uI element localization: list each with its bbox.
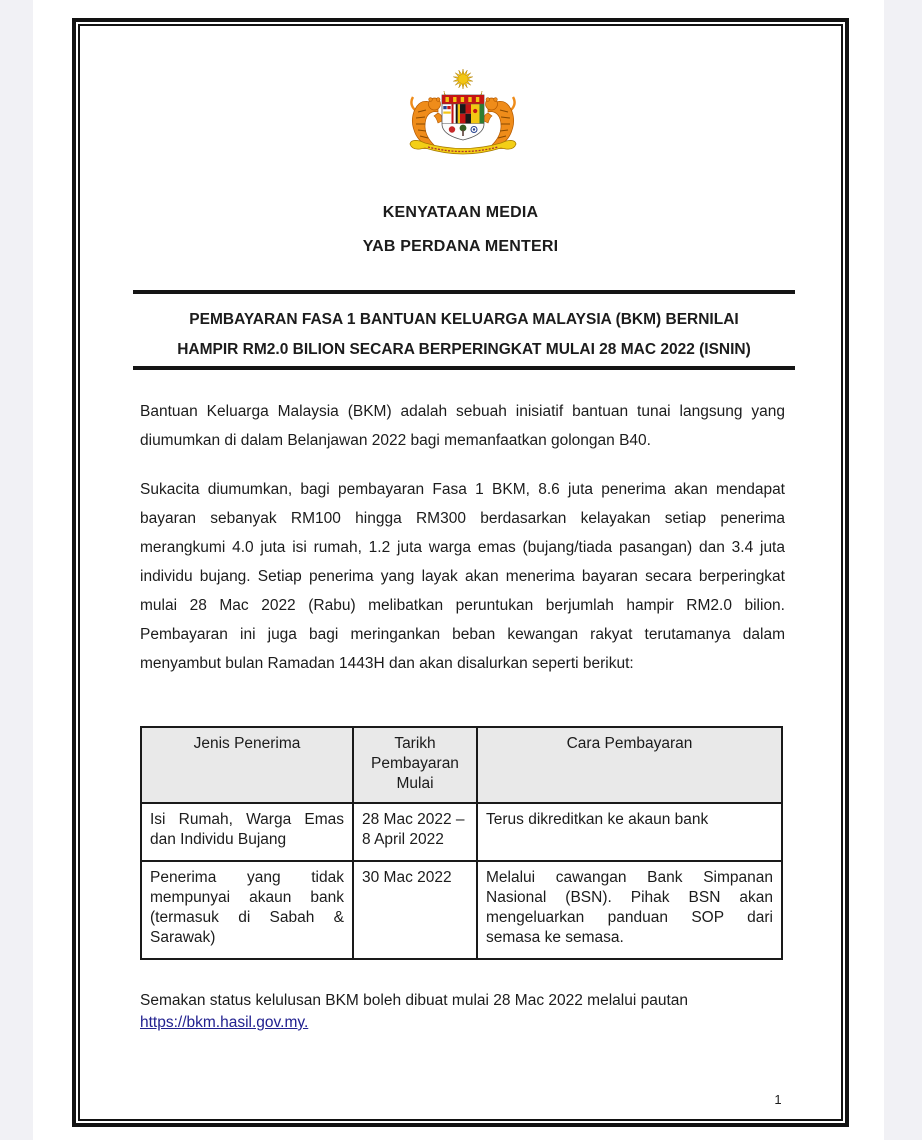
star-icon xyxy=(453,69,473,89)
table-row xyxy=(141,861,782,959)
table-cell-recipient-2: Penerima yang tidak mempunyai akaun bank (termasuk di Sabah & Sarawak) xyxy=(141,861,353,959)
title-rule-bottom xyxy=(133,366,795,370)
table-header-row xyxy=(141,727,782,803)
column-header-tarikh-pembayaran: Tarikh Pembayaran Mulai xyxy=(353,727,477,803)
status-check-text: Semakan status kelulusan BKM boleh dibuat mulai 28 Mac 2022 melalui pautan xyxy=(140,991,688,1009)
doc-type-heading: KENYATAAN MEDIA xyxy=(382,204,539,221)
document-title-line1: PEMBAYARAN FASA 1 BANTUAN KELUARGA MALAYSIA (BKM) BERNILAI xyxy=(189,311,739,328)
page-border-frame xyxy=(72,18,849,1127)
page-gutter-left xyxy=(0,0,33,1140)
malaysia-coat-of-arms-icon xyxy=(398,66,528,168)
table-cell-date-1: 28 Mac 2022 – 8 April 2022 xyxy=(353,803,477,861)
table-row xyxy=(141,803,782,861)
table-cell-date-2: 30 Mac 2022 xyxy=(353,861,477,959)
table-cell-recipient-1: Isi Rumah, Warga Emas dan Individu Bujang xyxy=(141,803,353,861)
document-title-line2: HAMPIR RM2.0 BILION SECARA BERPERINGKAT MULAI 28 MAC 2022 (ISNIN) xyxy=(177,341,751,358)
shield-icon xyxy=(442,95,484,140)
doc-issuer-heading: YAB PERDANA MENTERI xyxy=(362,238,559,255)
details-paragraph: Sukacita diumumkan, bagi pembayaran Fasa 1 BKM, 8.6 juta penerima akan mendapat bayaran sebanyak RM100 hingga RM300 berdasarkan kelayakan setiap penerima merangkumi 4.0 juta isi rumah, 1.2 juta warga emas (bujang/tiada pasangan) dan 3.4 juta individu bujang. Setiap penerima yang layak akan menerima bayaran secara berperingkat mulai 28 Mac 2022 (Rabu) melibatkan peruntukan berjumlah hampir RM2.0 bilion. Pembayaran ini juga bagi meringankan beban kewangan rakyat terutamanya dalam menyambut bulan Ramadan 1443H dan akan disalurkan seperti berikut: xyxy=(140,481,785,672)
page-number: 1 xyxy=(774,1092,782,1107)
document-title xyxy=(133,305,795,365)
table-cell-method-1: Terus dikreditkan ke akaun bank xyxy=(477,803,782,861)
intro-paragraph: Bantuan Keluarga Malaysia (BKM) adalah sebuah inisiatif bantuan tunai langsung yang diumumkan di dalam Belanjawan 2022 bagi memanfaatkan golongan B40. xyxy=(140,403,785,449)
title-rule-top xyxy=(133,290,795,294)
column-header-jenis-penerima: Jenis Penerima xyxy=(141,727,353,803)
payment-schedule-table xyxy=(140,726,783,960)
column-header-cara-pembayaran: Cara Pembayaran xyxy=(477,727,782,803)
table-cell-method-2: Melalui cawangan Bank Simpanan Nasional (BSN). Pihak BSN akan mengeluarkan panduan SOP dari semasa ke semasa. xyxy=(477,861,782,959)
bkm-portal-link[interactable]: https://bkm.hasil.gov.my. xyxy=(140,1014,309,1031)
page-gutter-right xyxy=(884,0,922,1140)
